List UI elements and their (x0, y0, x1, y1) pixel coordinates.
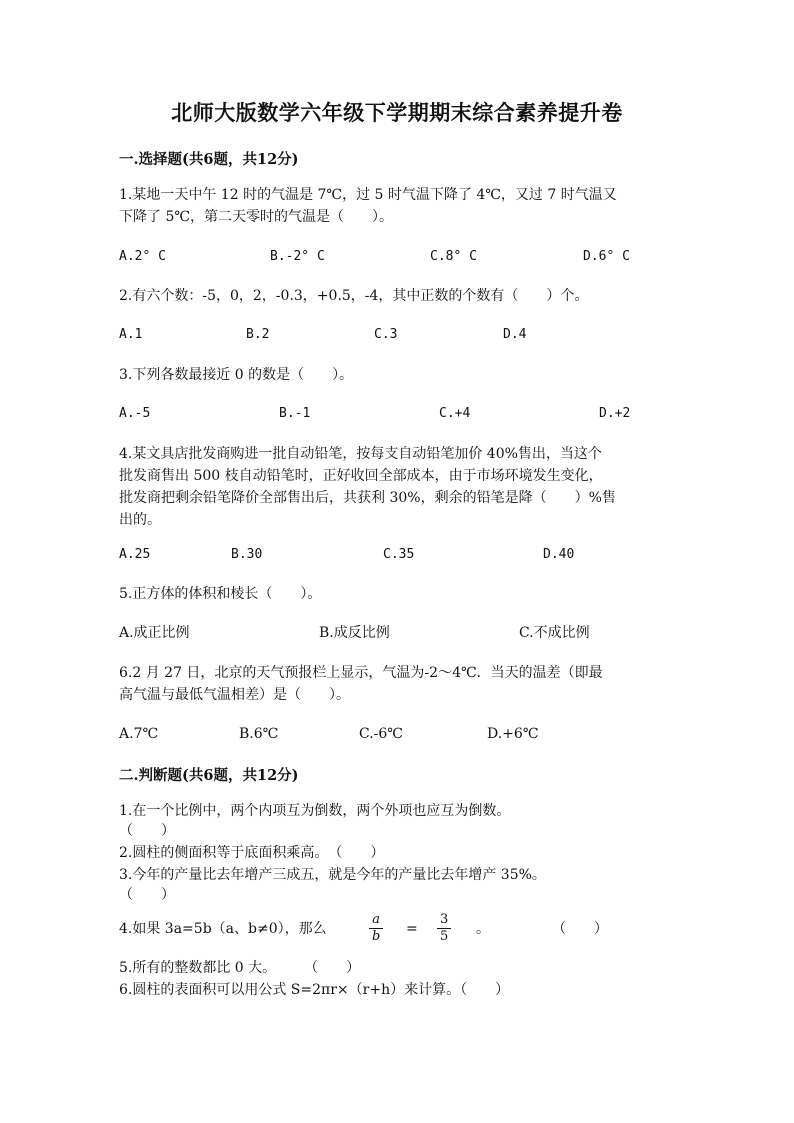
fraction-denominator: b (372, 929, 381, 944)
judgment-3-line-1: 3.今年的产量比去年增产三成五，就是今年的产量比去年增产 35%。 (119, 867, 546, 883)
question-4-line-4: 出的。 (119, 512, 161, 528)
judgment-2-line-1: 2.圆柱的侧面积等于底面积乘高。 （ ） (119, 845, 385, 861)
section-heading-judgment: 二.判断题(共6题，共12分) (119, 767, 299, 784)
question-1-line-2: 下降了 5℃，第二天零时的气温是（ ）。 (119, 209, 394, 225)
question-5-option-b[interactable]: B.成反比例 (319, 625, 390, 641)
question-4-line-3: 批发商把剩余铅笔降价全部售出后，共获利 30%，剩余的铅笔是降（ ）%售 (119, 490, 616, 506)
fraction-numerator: 3 (437, 912, 451, 929)
judgment-1-answer-parens[interactable]: （ ） (119, 823, 175, 839)
question-6-option-c[interactable]: C.-6℃ (359, 726, 403, 742)
question-5-line-1: 5.正方体的体积和棱长（ ）。 (119, 586, 322, 602)
question-5-option-a[interactable]: A.成正比例 (119, 625, 190, 641)
question-6-option-d[interactable]: D.+6℃ (487, 726, 539, 742)
question-3-option-c[interactable]: C.+4 (439, 406, 471, 421)
question-1-option-c[interactable]: C.8° C (430, 249, 477, 264)
question-6-line-2: 高气温与最低气温相差）是（ ）。 (119, 687, 350, 703)
question-4-line-2: 批发商售出 500 枝自动铅笔时，正好收回全部成本，由于市场环境发生变化， (119, 468, 603, 484)
judgment-5-line-1: 5.所有的整数都比 0 大。 （ ） (119, 960, 361, 976)
question-3-option-d[interactable]: D.+2 (599, 406, 631, 421)
judgment-4-fraction-a-over-b (369, 912, 383, 945)
judgment-4-fraction-3-over-5 (437, 912, 451, 945)
question-5-option-c[interactable]: C.不成比例 (519, 625, 590, 641)
judgment-3-answer-parens[interactable]: （ ） (119, 887, 175, 903)
question-3-line-1: 3.下列各数最接近 0 的数是（ ）。 (119, 367, 354, 383)
judgment-4-period: 。 (476, 921, 490, 937)
judgment-6-line-1: 6.圆柱的表面积可以用公式 S=2πr×（r+h）来计算。（ ） (119, 982, 510, 998)
question-1-option-a[interactable]: A.2° C (119, 249, 166, 264)
judgment-4-equals-sign: = (406, 921, 418, 937)
question-4-option-a[interactable]: A.25 (119, 547, 151, 562)
section-heading-choice: 一.选择题(共6题，共12分) (119, 151, 299, 168)
fraction-denominator: 5 (440, 929, 449, 944)
judgment-1-line-1: 1.在一个比例中，两个内项互为倒数，两个外项也应互为倒数。 (119, 803, 511, 819)
judgment-4-answer-parens[interactable]: （ ） (552, 921, 608, 937)
question-6-line-1: 6.2 月 27 日，北京的天气预报栏上显示，气温为-2～4℃．当天的温差（即最 (119, 665, 603, 681)
question-6-option-b[interactable]: B.6℃ (239, 726, 279, 742)
exam-title: 北师大版数学六年级下学期期末综合素养提升卷 (171, 100, 623, 125)
question-1-option-b[interactable]: B.-2° C (270, 249, 325, 264)
question-3-option-a[interactable]: A.-5 (119, 406, 151, 421)
question-4-option-c[interactable]: C.35 (383, 547, 415, 562)
question-2-line-1: 2.有六个数：-5，0，2，-0.3，+0.5，-4，其中正数的个数有（ ）个。 (119, 288, 589, 304)
question-2-option-d[interactable]: D.4 (503, 327, 527, 342)
question-3-option-b[interactable]: B.-1 (279, 406, 311, 421)
question-6-option-a[interactable]: A.7℃ (119, 726, 159, 742)
question-1-line-1: 1.某地一天中午 12 时的气温是 7℃，过 5 时气温下降了 4℃，又过 7 时气温又 (119, 187, 617, 203)
question-2-option-a[interactable]: A.1 (119, 327, 143, 342)
question-2-option-b[interactable]: B.2 (246, 327, 270, 342)
judgment-4-prefix: 4.如果 3a=5b（a、b≠0），那么 (119, 921, 327, 937)
question-4-option-b[interactable]: B.30 (231, 547, 263, 562)
fraction-numerator: a (369, 912, 383, 929)
question-4-line-1: 4.某文具店批发商购进一批自动铅笔，按每支自动铅笔加价 40%售出，当这个 (119, 446, 602, 462)
question-2-option-c[interactable]: C.3 (374, 327, 398, 342)
question-4-option-d[interactable]: D.40 (543, 547, 575, 562)
question-1-option-d[interactable]: D.6° C (583, 249, 630, 264)
